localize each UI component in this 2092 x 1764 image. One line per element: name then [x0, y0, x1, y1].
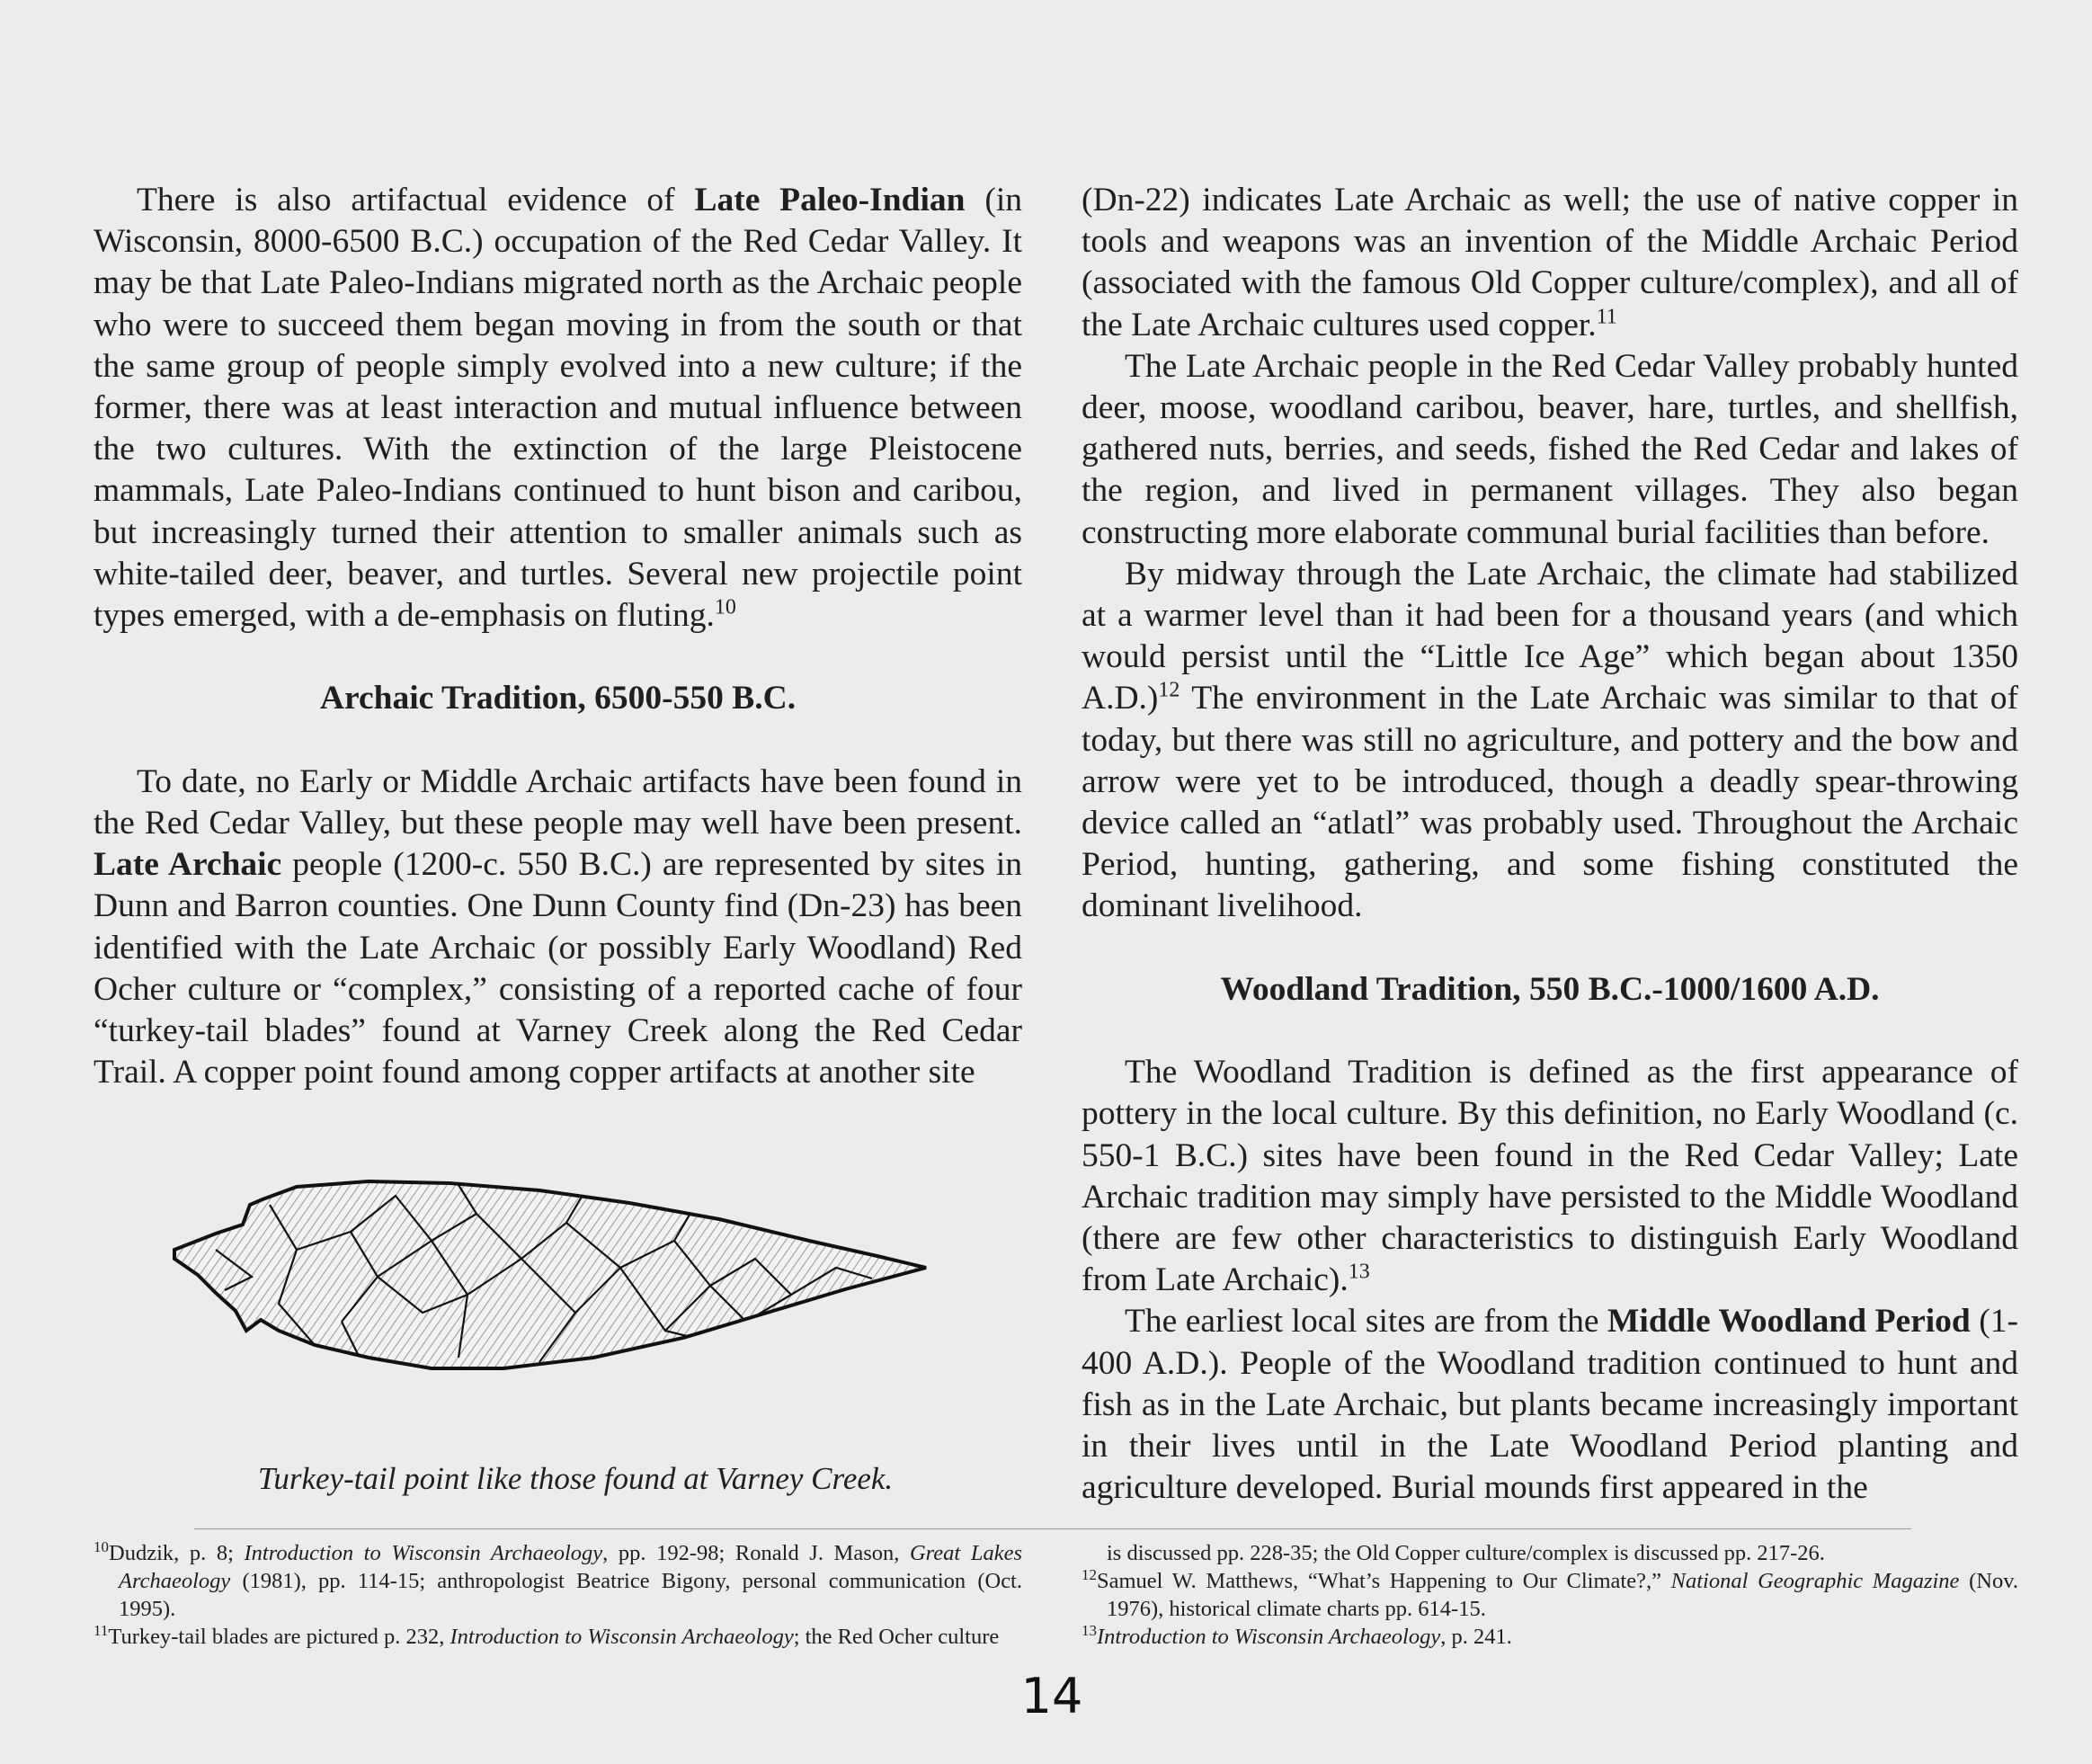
text-run: people (1200-c. 550 B.C.) are represented by sites in Dunn and Barron counties. One Dunn County find (Dn-23) has been identified with the Late Archaic (or possibly Early Woodland) Red Ocher culture or “complex,” consisting of a reported cache of four “turkey-tail blades” found at Varney Creek along the Red Cedar Trail. A copper point found among copper artifacts at another site [93, 846, 1022, 1091]
paragraph-woodland-definition [1082, 1052, 2018, 1301]
text-run: ; the Red Ocher culture [793, 1625, 1000, 1649]
section-heading-woodland: Woodland Tradition, 550 B.C.-1000/1600 A.D. [1220, 970, 1880, 1008]
footnote-12 [1082, 1567, 2018, 1623]
paragraph-climate [1082, 554, 2018, 928]
paragraph-late-archaic-people: The Late Archaic people in the Red Cedar Valley probably hunted deer, moose, woodland caribou, beaver, hare, turtles, and shellfish, gathered nuts, berries, and seeds, fished the Red Cedar and lakes of the region, and lived in permanent villages. They also began constructing more elaborate communal burial facilities than before. [1082, 347, 2018, 551]
footnote-divider [194, 1528, 1911, 1529]
text-run: The earliest local sites are from the [1125, 1303, 1608, 1341]
footnote-ref: 11 [1596, 305, 1617, 329]
footnote-ref: 13 [1348, 1260, 1370, 1284]
text-run: , pp. 192-98; Ronald J. Mason, [602, 1541, 910, 1565]
text-run: (1-400 A.D.). People of the Woodland tradition continued to hunt and fish as in the Late Archaic, but plants became increasingly important in their lives until in the Late Woodland Period planting and agriculture developed. Burial mounds first appeared in the [1082, 1303, 2019, 1507]
text-run: (in Wisconsin, 8000-6500 B.C.) occupation of the Red Cedar Valley. It may be that Late Paleo-Indians migrated north as the Archaic people who were to succeed them began moving in from the south or that the same group of people simply evolved into a new culture; if the former, there was at least interaction and mutual influence between the two cultures. With the extinction of the large Pleistocene mammals, Late Paleo-Indians continued to hunt bison and caribou, but increasingly turned their attention to smaller animals such as white-tailed deer, beaver, and turtles. Several new projectile point types emerged, with a de-emphasis on fluting. [93, 182, 1022, 635]
footnote-number: 13 [1082, 1621, 1097, 1639]
paragraph-late-paleo-indian [93, 180, 1022, 637]
text-run: (Dn-22) indicates Late Archaic as well; the use of native copper in tools and weapons was an invention of the Middle Archaic Period (associated with the famous Old Copper culture/complex), and all of the Late Archaic cultures used copper. [1082, 182, 2018, 343]
book-title: Introduction to Wisconsin Archaeology [450, 1625, 794, 1649]
book-title: Great Lakes Archaeology [119, 1541, 1022, 1593]
text-run: , p. 241. [1440, 1625, 1512, 1649]
page-number: 14 [1020, 1668, 1083, 1724]
footnote-ref: 10 [714, 595, 736, 619]
section-heading-archaic: Archaic Tradition, 6500-550 B.C. [319, 680, 797, 717]
footnote-number: 12 [1082, 1565, 1097, 1583]
book-title: Introduction to Wisconsin Archaeology [244, 1541, 603, 1565]
bold-term: Middle Woodland Period [1607, 1303, 1971, 1341]
text-run: There is also artifactual evidence of [137, 182, 695, 218]
text-run: Samuel W. Matthews, “What’s Happening to Our Climate?,” [1097, 1569, 1671, 1593]
paragraph-archaic [93, 762, 1022, 1094]
text-run: The Woodland Tradition is defined as the first appearance of pottery in the local culture. By this definition, no Early Woodland (c. 550-1 B.C.) sites have been found in the Red Cedar Valley; Late Archaic tradition may simply have persisted to the Middle Woodland (there are few other characteristics to distinguish Early Woodland from Late Archaic). [1082, 1054, 2018, 1299]
paragraph-middle-woodland [1082, 1301, 2018, 1509]
right-column [1082, 180, 2018, 1509]
bold-term: Late Archaic [93, 846, 282, 884]
text-run: To date, no Early or Middle Archaic artifacts have been found in the Red Cedar Valley, but these people may well have been present. [93, 762, 1022, 842]
turkey-tail-point-illustration [162, 1178, 989, 1448]
footnotes-right [1082, 1539, 2018, 1651]
left-column [93, 180, 1022, 1093]
text-run: By midway through the Late Archaic, the climate had stabilized at a warmer level than it had been for a thousand years (and which would persist until the “Little Ice Age” which began about 1350 A.D.) [1082, 555, 2018, 717]
figure-caption: Turkey-tail point like those found at Varney Creek. [257, 1461, 894, 1496]
footnote-13 [1082, 1623, 2018, 1651]
footnote-11 [93, 1623, 1022, 1651]
bold-term: Late Paleo-Indian [694, 182, 966, 218]
text-run: (1981), pp. 114-15; anthropologist Beatrice Bigony, personal communication (Oct. 1995). [119, 1569, 1022, 1621]
magazine-title: National Geographic Magazine [1670, 1569, 1960, 1593]
footnotes-left [93, 1539, 1022, 1651]
turkey-tail-point-drawing [162, 1178, 989, 1448]
text-run: The environment in the Late Archaic was similar to that of today, but there was still no agriculture, and pottery and the bow and arrow were yet to be introduced, though a deadly spear-throwing device called an “atlatl” was probably used. Throughout the Archaic Period, hunting, gathering, and some fishing constituted the dominant livelihood. [1082, 680, 2018, 925]
text-run: Turkey-tail blades are pictured p. 232, [108, 1625, 450, 1649]
footnote-ref: 12 [1158, 678, 1180, 702]
text-run: (Nov. 1976), historical climate charts pp. 614-15. [1107, 1569, 2019, 1621]
paragraph-copper-continued [1082, 180, 2018, 346]
footnote-11-continued: is discussed pp. 228-35; the Old Copper culture/complex is discussed pp. 217-26. [1107, 1541, 1825, 1565]
footnote-number: 11 [93, 1621, 109, 1639]
text-run: Dudzik, p. 8; [109, 1541, 245, 1565]
footnote-10 [93, 1539, 1022, 1623]
book-title: Introduction to Wisconsin Archaeology [1097, 1625, 1441, 1649]
footnote-number: 10 [93, 1537, 109, 1555]
